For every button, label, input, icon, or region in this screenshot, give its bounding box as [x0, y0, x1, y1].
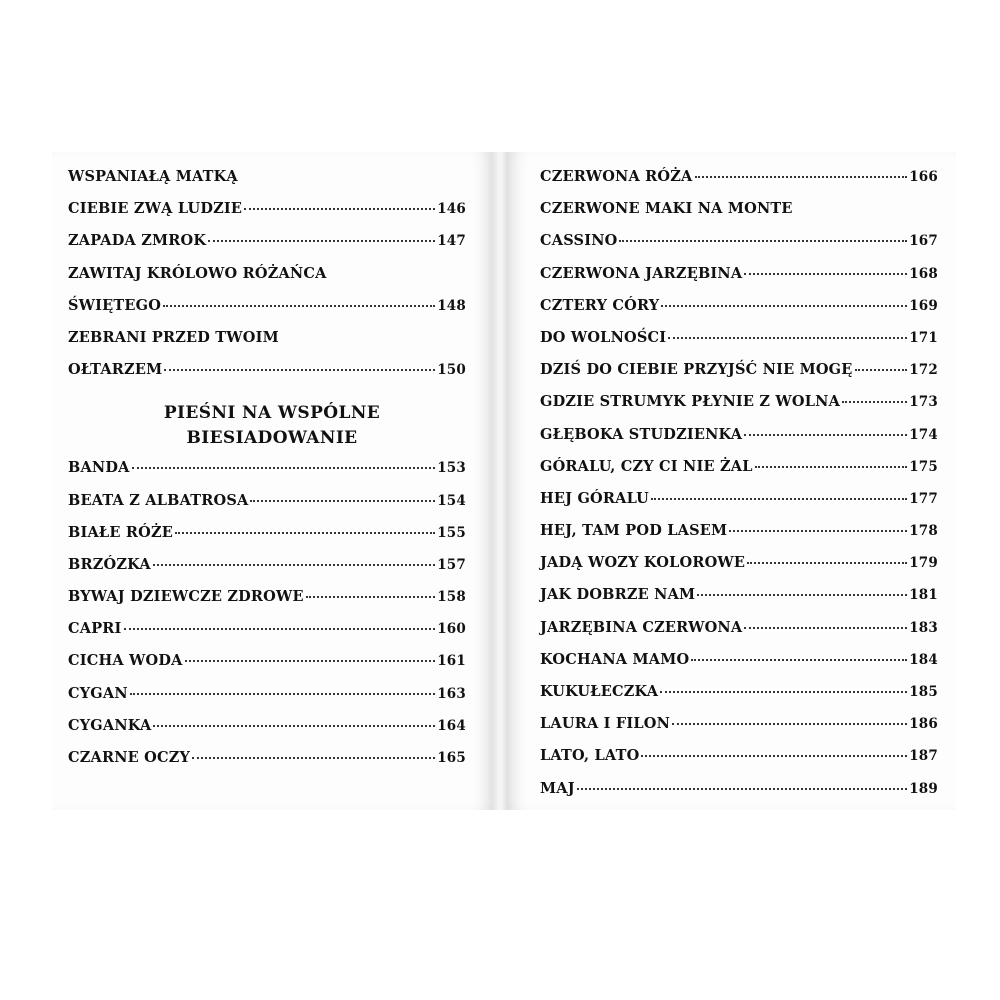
dot-leader [651, 498, 907, 500]
toc-entry-title: CYGAN [68, 684, 128, 702]
toc-entry-page: 158 [437, 589, 466, 606]
toc-entry-title: OŁTARZEM [68, 361, 163, 379]
toc-entry [540, 522, 938, 554]
toc-entry-title: LAURA I FILON [540, 715, 671, 733]
toc-entry [540, 586, 938, 618]
toc-entry-title: BYWAJ DZIEWCZE ZDROWE [68, 588, 304, 606]
toc-entry-title: JARZĘBINA CZERWONA [540, 618, 743, 636]
dot-leader [672, 723, 907, 725]
toc-entry [68, 652, 466, 684]
toc-entry [540, 651, 938, 683]
toc-entry [68, 556, 466, 588]
dot-leader [668, 337, 907, 339]
toc-entry-page: 178 [909, 523, 938, 540]
toc-entry-page: 172 [909, 362, 938, 379]
toc-entry-page: 174 [909, 426, 938, 443]
toc-entry-title: KOCHANA MAMO [540, 650, 690, 668]
right-toc-column [540, 168, 938, 812]
dot-leader [744, 434, 907, 436]
toc-entry-title: KUKUŁECZKA [540, 683, 659, 700]
toc-entry-title: MAJ [540, 779, 575, 797]
toc-entry-title: BANDA [68, 459, 130, 477]
toc-entry-page: 160 [437, 621, 466, 638]
toc-entry-page: 177 [909, 490, 938, 507]
toc-entry-page: 164 [437, 717, 466, 734]
dot-leader [661, 305, 907, 307]
toc-entry-title: CYGANKA [68, 716, 152, 734]
toc-entry [540, 168, 938, 200]
toc-entry-title: HEJ, TAM POD LASEM [540, 522, 728, 540]
toc-entry-page: 148 [437, 297, 466, 314]
toc-entry-page: 187 [909, 748, 938, 765]
left-toc-column [68, 168, 466, 781]
toc-entry-title: CZERWONA RÓŻA [540, 168, 693, 185]
toc-entry [68, 265, 466, 297]
dot-leader [855, 369, 908, 371]
dot-leader [641, 755, 907, 757]
toc-entry [540, 619, 938, 651]
section-heading-line2: BIESIADOWANIE [186, 428, 358, 449]
toc-entry-page: 175 [909, 458, 938, 475]
toc-entry [540, 297, 938, 329]
toc-entry [540, 329, 938, 361]
dot-leader [153, 564, 435, 566]
toc-entry-page: 155 [437, 524, 466, 541]
toc-entry-page: 183 [909, 619, 938, 636]
dot-leader [175, 532, 435, 534]
dot-leader [577, 788, 907, 790]
toc-entry [68, 524, 466, 556]
toc-entry-title: CZTERY CÓRY [540, 296, 660, 314]
toc-entry-title: CICHA WODA [68, 652, 183, 670]
toc-entry-title: CIEBIE ZWĄ LUDZIE [68, 200, 243, 218]
toc-entry-title: GÓRALU, CZY CI NIE ŻAL [540, 457, 753, 475]
toc-entry-title: LATO, LATO [540, 747, 640, 765]
dot-leader [164, 369, 435, 371]
toc-entry-page: 184 [909, 651, 938, 668]
book-gutter [492, 152, 508, 810]
toc-entry-page: 171 [909, 329, 938, 346]
toc-entry-page: 154 [437, 492, 466, 509]
dot-leader [244, 208, 435, 210]
toc-entry-title: WSPANIAŁĄ MATKĄ [68, 168, 238, 185]
dot-leader [695, 176, 908, 178]
dot-leader [185, 660, 436, 662]
toc-entry-page: 157 [437, 556, 466, 573]
toc-entry-title: BEATA Z ALBATROSA [68, 491, 249, 509]
toc-entry-title: DO WOLNOŚCI [540, 328, 667, 346]
dot-leader [619, 240, 907, 242]
dot-leader [250, 500, 435, 502]
toc-entry-page: 146 [437, 201, 466, 218]
toc-entry [68, 329, 466, 361]
toc-entry-title: BRZÓZKA [68, 555, 151, 573]
toc-entry [540, 458, 938, 490]
toc-entry [68, 200, 466, 232]
dot-leader [842, 401, 907, 403]
dot-leader [755, 466, 908, 468]
dot-leader [697, 594, 907, 596]
toc-entry [540, 554, 938, 586]
dot-leader [130, 693, 435, 695]
dot-leader [153, 725, 435, 727]
toc-entry-page: 168 [909, 265, 938, 282]
toc-entry-page: 166 [909, 169, 938, 185]
toc-entry-title: CZERWONA JARZĘBINA [540, 264, 743, 282]
dot-leader [744, 273, 907, 275]
toc-entry [540, 683, 938, 715]
toc-entry-page: 173 [909, 394, 938, 411]
toc-entry [68, 749, 466, 781]
toc-entry [540, 715, 938, 747]
toc-entry [540, 200, 938, 232]
toc-entry-title: CZARNE OCZY [68, 749, 191, 766]
dot-leader [747, 562, 907, 564]
toc-entry-page: 181 [909, 587, 938, 604]
toc-entry-title: CZERWONE MAKI NA MONTE [540, 200, 793, 218]
toc-entry-page: 167 [909, 233, 938, 250]
toc-entry-page: 169 [909, 297, 938, 314]
toc-entry-title: BIAŁE RÓŻE [68, 523, 174, 541]
toc-entry [68, 620, 466, 652]
toc-entry [540, 265, 938, 297]
toc-entry [68, 459, 466, 491]
dot-leader [124, 628, 436, 630]
toc-entry-page: 153 [437, 460, 466, 477]
dot-leader [744, 627, 907, 629]
toc-entry [68, 168, 466, 200]
toc-entry [68, 685, 466, 717]
toc-entry-title: ŚWIĘTEGO [68, 296, 162, 314]
toc-entry [68, 297, 466, 329]
dot-leader [691, 659, 907, 661]
toc-entry-title: HEJ GÓRALU [540, 489, 650, 507]
dot-leader [660, 691, 907, 693]
dot-leader [163, 305, 435, 307]
toc-entry-page: 161 [437, 653, 466, 670]
toc-entry [68, 717, 466, 749]
toc-entry-title: ZEBRANI PRZED TWOIM [68, 328, 279, 346]
toc-entry-title: ZAPADA ZMROK [68, 232, 207, 250]
dot-leader [192, 757, 435, 759]
dot-leader [306, 596, 435, 598]
toc-entry [68, 361, 466, 393]
toc-entry-page: 185 [909, 684, 938, 700]
dot-leader [208, 240, 435, 242]
toc-entry [540, 490, 938, 522]
toc-entry [540, 361, 938, 393]
toc-entry-page: 179 [909, 555, 938, 572]
toc-entry-page: 163 [437, 685, 466, 702]
toc-entry [68, 232, 466, 264]
toc-entry-title: GŁĘBOKA STUDZIENKA [540, 425, 743, 443]
dot-leader [132, 467, 436, 469]
toc-entry [540, 747, 938, 779]
toc-entry-title: GDZIE STRUMYK PŁYNIE Z WOLNA [540, 393, 841, 411]
toc-entry [68, 588, 466, 620]
toc-entry [540, 393, 938, 425]
toc-entry-page: 165 [437, 750, 466, 766]
toc-entry-page: 150 [437, 362, 466, 379]
toc-entry [540, 426, 938, 458]
toc-entry-title: CAPRI [68, 620, 122, 638]
section-heading-line1: PIEŚNI NA WSPÓLNE [163, 403, 381, 424]
toc-entry-title: JAK DOBRZE NAM [540, 586, 696, 604]
toc-entry-title: JADĄ WOZY KOLOROWE [540, 554, 746, 572]
toc-entry-page: 186 [909, 716, 938, 733]
toc-entry [540, 780, 938, 812]
toc-entry-page: 189 [909, 780, 938, 797]
toc-entry-title: CASSINO [540, 232, 618, 250]
toc-entry-title: DZIŚ DO CIEBIE PRZYJŚĆ NIE MOGĘ [540, 361, 853, 379]
section-heading [68, 393, 466, 459]
toc-entry [540, 232, 938, 264]
toc-entry-page: 147 [437, 233, 466, 250]
toc-entry [68, 492, 466, 524]
dot-leader [729, 530, 907, 532]
toc-entry-title: ZAWITAJ KRÓLOWO RÓŻAŃCA [68, 264, 327, 282]
